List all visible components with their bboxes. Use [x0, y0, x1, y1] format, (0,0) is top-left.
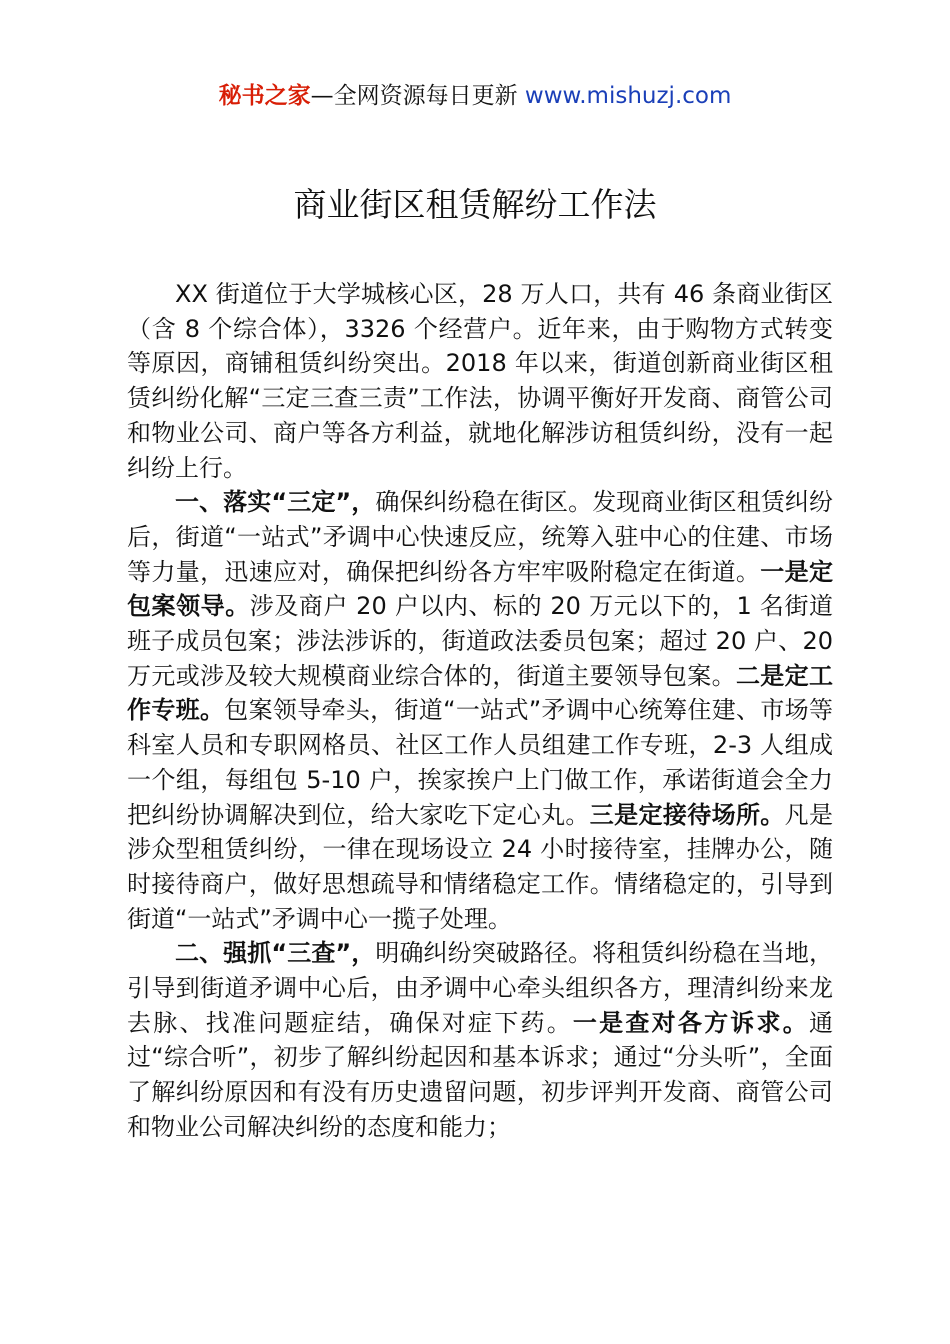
section-1-point-2-text: 包案领导牵头，街道“一站式”矛调中心统筹住建、市场等科室人员和专职网格员、社区工作人员组建工作专班，2-3 人组成一个组，每组包 5-10 户，挨家挨户上门做工作，承诺街道会全力把纠纷协调解决到位，给大家吃下定心丸。: [127, 696, 833, 829]
document-title: 商业街区租赁解纷工作法: [293, 185, 657, 224]
section-1-point-1-text: 涉及商户 20 户以内、标的 20 万元以下的，1 名街道班子成员包案；涉法涉诉的，街道政法委员包案；超过 20 户、20 万元或涉及较大规模商业综合体的，街道主要领导包案。: [127, 592, 834, 690]
section-1-paragraph: [127, 485, 833, 936]
section-2-point-1: 一是查对各方诉求。: [572, 1008, 809, 1037]
section-1-text: 确保纠纷稳在街区。发现商业街区租赁纠纷后，街道“一站式”矛调中心快速反应，统筹入驻中心的住建、市场等力量，迅速应对，确保把纠纷各方牢牢吸附稳定在街道。: [127, 488, 834, 586]
site-url-link[interactable]: www.mishuzj.com: [524, 83, 732, 109]
section-2-point-1-text: 通过“综合听”，初步了解纠纷起因和基本诉求；通过“分头听”，全面了解纠纷原因和有没有历史遗留问题，初步评判开发商、商管公司和物业公司解决纠纷的态度和能力；: [127, 1008, 833, 1141]
site-brand: 秘书之家: [218, 83, 311, 109]
section-1-point-2: 二是定工作专班。: [127, 661, 834, 725]
site-slogan: —全网资源每日更新: [310, 83, 525, 109]
section-1-point-1: 一是定包案领导。: [127, 557, 834, 621]
section-1-point-3: 三是定接待场所。: [589, 800, 785, 829]
intro-paragraph: XX 街道位于大学城核心区，28 万人口，共有 46 条商业街区（含 8 个综合体），3326 个经营户。近年来，由于购物方式转变等原因，商铺租赁纠纷突出。2018 年以来，街道创新商业街区租赁纠纷化解“三定三查三责”工作法，协调平衡好开发商、商管公司和物业公司、商户等各方利益，就地化解涉访租赁纠纷，没有一起纠纷上行。: [127, 280, 833, 482]
section-2-paragraph: [127, 936, 833, 1144]
section-2-text: 明确纠纷突破路径。将租赁纠纷稳在当地，引导到街道矛调中心后，由矛调中心牵头组织各方，理清纠纷来龙去脉、找准问题症结，确保对症下药。: [127, 939, 834, 1037]
site-header: [0, 80, 950, 112]
document-body: [127, 277, 833, 1145]
section-1-point-3-text: 凡是涉众型租赁纠纷，一律在现场设立 24 小时接待室，挂牌办公，随时接待商户，做好思想疏导和情绪稳定工作。情绪稳定的，引导到街道“一站式”矛调中心一揽子处理。: [127, 800, 834, 933]
section-2-heading: 二、强抓“三查”，: [175, 939, 376, 968]
section-1-heading: 一、落实“三定”，: [175, 488, 376, 517]
